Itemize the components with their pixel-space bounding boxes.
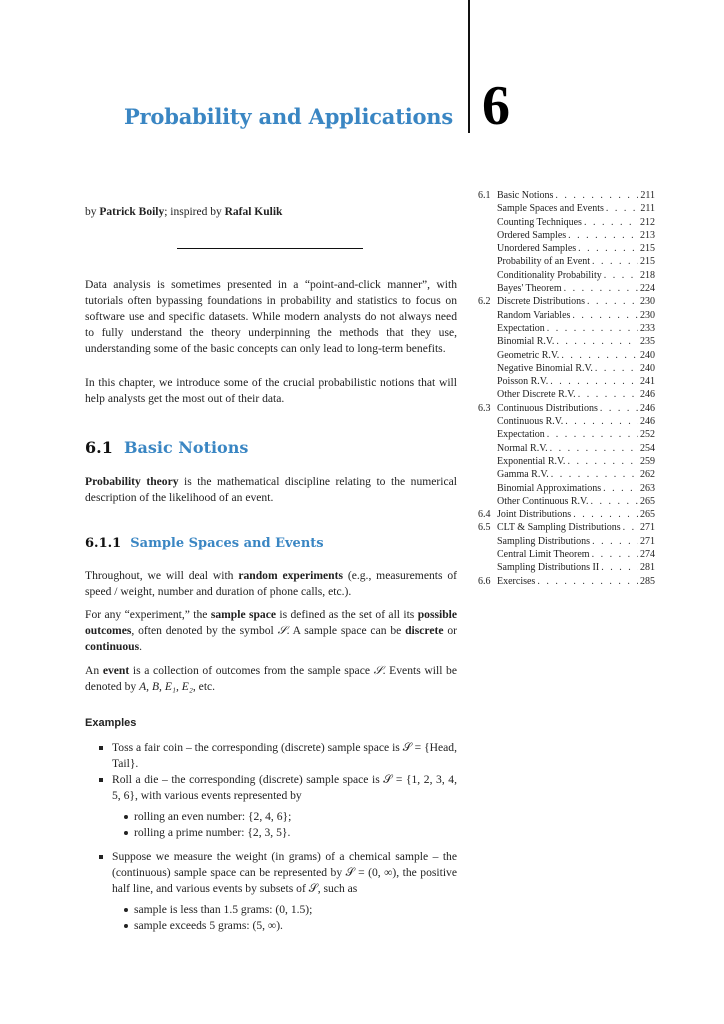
example-item-die: [85, 772, 457, 841]
toc-leader-dots: [572, 309, 638, 322]
toc-entry[interactable]: [478, 349, 655, 362]
text: , etc.: [192, 680, 216, 693]
toc-page-number: 212: [640, 216, 655, 228]
toc-page-number: 271: [640, 535, 655, 547]
toc-label: Basic Notions: [497, 190, 554, 201]
toc-leader-dots: [567, 455, 638, 468]
toc-label: Ordered Samples: [497, 229, 567, 241]
toc-page-number: 265: [640, 495, 655, 507]
byline: [85, 206, 282, 218]
toc-entry[interactable]: [478, 322, 655, 335]
example-item-coin: Toss a fair coin – the corresponding (discrete) sample space is 𝒮 = {Head, Tail}.: [85, 740, 457, 772]
subsection-title: Sample Spaces and Events: [130, 536, 324, 551]
probability-definition: [85, 474, 457, 506]
toc-section-number: 6.5: [478, 522, 491, 534]
toc-leader-dots: [601, 561, 638, 574]
toc-label: Central Limit Theorem: [497, 549, 590, 561]
toc-section-number: 6.6: [478, 575, 491, 587]
byline-middle: ; inspired by: [164, 206, 225, 218]
toc-leader-dots: [555, 189, 638, 202]
sample-space-symbol: 𝒮: [373, 664, 383, 677]
toc-entry[interactable]: [478, 548, 655, 561]
toc-page-number: 215: [640, 243, 655, 255]
text: Throughout, we will deal with: [85, 569, 239, 582]
toc-entry[interactable]: [478, 375, 655, 388]
text: is defined as the set of all its: [276, 608, 418, 621]
toc-section-number: 6.4: [478, 509, 491, 521]
event-exceeds-5: sample exceeds 5 grams: (5, ∞).: [112, 918, 457, 934]
toc-entry[interactable]: [478, 508, 655, 521]
toc-section-number: 6.3: [478, 402, 491, 414]
toc-label: Conditionality Probability: [497, 269, 602, 281]
toc-label: CLT & Sampling Distributions: [497, 522, 621, 534]
toc-page-number: 233: [640, 322, 655, 334]
toc-entry[interactable]: [478, 521, 655, 534]
event-paragraph: [85, 663, 457, 695]
sample-space-paragraph: [85, 607, 457, 655]
toc-entry[interactable]: [478, 295, 655, 308]
die-events-list: [112, 809, 457, 841]
toc-page-number: 259: [640, 455, 655, 467]
toc-page-number: 235: [640, 336, 655, 348]
intro-paragraph-1: Data analysis is sometimes presented in a “point-and-click manner”, with tutorials often bypassing foundations in probability and statistics to focus on software use and specific datasets. While modern analysts do not always need to fully understand the theory underpinning the methods that they use, understanding some of the basic concepts can only lead to long-term benefits.: [85, 278, 457, 355]
subsection-heading-6-1-1: [85, 536, 324, 551]
toc-label: Sampling Distributions: [497, 535, 591, 547]
toc-entry[interactable]: [478, 415, 655, 428]
text: , often denoted by the symbol: [131, 624, 278, 637]
toc-label: Poisson R.V.: [497, 376, 549, 388]
toc-label: Counting Techniques: [497, 216, 582, 228]
toc-page-number: 213: [640, 229, 655, 241]
toc-page-number: 246: [640, 389, 655, 401]
toc-entry[interactable]: [478, 202, 655, 215]
section-number: 6.1: [85, 438, 113, 457]
toc-page-number: 263: [640, 482, 655, 494]
toc-label: Expectation: [497, 322, 545, 334]
toc-page-number: 224: [640, 283, 655, 295]
toc-page-number: 271: [640, 522, 655, 534]
toc-page-number: 246: [640, 402, 655, 414]
toc-entry[interactable]: [478, 402, 655, 415]
chapter-title: Probability and Applications: [123, 104, 453, 129]
toc-page-number: 246: [640, 416, 655, 428]
example-text: Suppose we measure the weight (in grams) of a chemical sample – the (continuous) sample space can be represented by 𝒮 = (0, ∞), the positive half line, and various events by subsets of 𝒮, such as: [112, 850, 457, 895]
section-heading-6-1: [85, 438, 248, 457]
term-continuous: continuous: [85, 640, 140, 653]
toc-page-number: 218: [640, 269, 655, 281]
toc-leader-dots: [578, 242, 638, 255]
toc-leader-dots: [568, 229, 638, 242]
toc-leader-dots: [578, 388, 638, 401]
author-name: Patrick Boily: [99, 206, 165, 218]
toc-entry[interactable]: [478, 495, 655, 508]
toc-entry[interactable]: [478, 242, 655, 255]
toc-label: Other Discrete R.V.: [497, 389, 576, 401]
toc-entry[interactable]: [478, 362, 655, 375]
toc-leader-dots: [600, 402, 638, 415]
toc-entry[interactable]: [478, 455, 655, 468]
toc-page-number: 252: [640, 429, 655, 441]
toc-leader-dots: [547, 428, 638, 441]
text: .: [139, 640, 143, 653]
toc-label: Normal R.V.: [497, 442, 548, 454]
examples-label: Examples: [85, 717, 137, 729]
example-item-weight: [85, 849, 457, 934]
toc-page-number: 274: [640, 549, 655, 561]
toc-leader-dots: [592, 255, 638, 268]
toc-label: Sampling Distributions II: [497, 562, 600, 574]
toc-entry[interactable]: [478, 255, 655, 268]
event-variables: A, B, E₁, E₂: [139, 680, 193, 693]
intro-paragraph-2: In this chapter, we introduce some of the crucial probabilistic notions that will help analysts get the most out of their data.: [85, 376, 457, 405]
toc-leader-dots: [584, 216, 638, 229]
event-prime-number: rolling a prime number: {2, 3, 5}.: [112, 825, 457, 841]
examples-list: [85, 740, 457, 934]
toc-entry[interactable]: [478, 269, 655, 282]
term-event: event: [102, 664, 130, 677]
toc-leader-dots: [565, 415, 638, 428]
toc-section-number: 6.2: [478, 296, 491, 308]
toc-label: Discrete Distributions: [497, 296, 586, 308]
term-sample-space: sample space: [210, 608, 277, 621]
weight-events-list: [112, 902, 457, 934]
chapter-divider-rule: [468, 0, 470, 133]
random-experiments-paragraph: [85, 568, 457, 600]
toc-leader-dots: [547, 322, 638, 335]
toc-page-number: 281: [640, 562, 655, 574]
toc-entry[interactable]: [478, 216, 655, 229]
toc-page-number: 265: [640, 509, 655, 521]
toc-label: Sample Spaces and Events: [497, 203, 604, 215]
toc-section-number: 6.1: [478, 190, 491, 201]
toc-label: Random Variables: [497, 309, 571, 321]
text: is a collection of outcomes from the sample space: [129, 664, 374, 677]
toc-label: Other Continuous R.V.: [497, 495, 589, 507]
toc-label: Binomial R.V.: [497, 336, 555, 348]
term-probability-theory: Probability theory: [85, 475, 179, 488]
toc-entry[interactable]: [478, 189, 655, 202]
toc-leader-dots: [604, 269, 638, 282]
toc-entry[interactable]: [478, 229, 655, 242]
toc-page-number: 241: [640, 376, 655, 388]
inspired-by-name: Rafal Kulik: [224, 206, 283, 218]
toc-page-number: 285: [640, 575, 655, 587]
toc-page-number: 240: [640, 362, 655, 374]
chapter-table-of-contents: [478, 189, 655, 588]
subsection-number: 6.1.1: [85, 536, 122, 551]
toc-page-number: 211: [640, 190, 655, 201]
toc-leader-dots: [606, 202, 638, 215]
toc-label: Continuous R.V.: [497, 416, 564, 428]
toc-leader-dots: [561, 349, 638, 362]
toc-page-number: 254: [640, 442, 655, 454]
toc-label: Binomial Approximations: [497, 482, 602, 494]
term-discrete: discrete: [405, 624, 444, 637]
toc-leader-dots: [592, 548, 638, 561]
toc-leader-dots: [537, 575, 638, 588]
toc-entry[interactable]: [478, 388, 655, 401]
text: For any “experiment,” the: [85, 608, 211, 621]
toc-page-number: 211: [640, 203, 655, 215]
example-text: Roll a die – the corresponding (discrete) sample space is 𝒮 = {1, 2, 3, 4, 5, 6}, with various events represented by: [112, 773, 457, 802]
toc-label: Exponential R.V.: [497, 455, 566, 467]
text: . A sample space can be: [286, 624, 406, 637]
toc-leader-dots: [592, 535, 638, 548]
toc-label: Expectation: [497, 429, 545, 441]
toc-entry[interactable]: [478, 575, 655, 588]
byline-prefix: by: [85, 206, 100, 218]
toc-leader-dots: [550, 375, 638, 388]
toc-label: Exercises: [497, 575, 536, 587]
toc-entry[interactable]: [478, 561, 655, 574]
chapter-number: 6: [482, 75, 510, 137]
text: . Events will be denoted by: [85, 664, 458, 693]
toc-label: Bayes' Theorem: [497, 283, 562, 295]
toc-leader-dots: [551, 468, 638, 481]
toc-entry[interactable]: [478, 282, 655, 295]
toc-label: Gamma R.V.: [497, 469, 549, 481]
term-random-experiments: random experiments: [238, 569, 343, 582]
toc-leader-dots: [623, 521, 638, 534]
toc-page-number: 262: [640, 469, 655, 481]
toc-label: Continuous Distributions: [497, 402, 598, 414]
toc-entry[interactable]: [478, 309, 655, 322]
section-title: Basic Notions: [123, 438, 249, 457]
text: An: [85, 664, 103, 677]
toc-page-number: 215: [640, 256, 655, 268]
toc-leader-dots: [550, 442, 638, 455]
definition-text: is the mathematical discipline relating to the numerical description of the likelihood of an event.: [85, 475, 458, 504]
toc-leader-dots: [603, 482, 638, 495]
toc-label: Unordered Samples: [497, 243, 577, 255]
event-less-than-1-5: sample is less than 1.5 grams: (0, 1.5);: [112, 902, 457, 918]
event-even-number: rolling an even number: {2, 4, 6};: [112, 809, 457, 825]
sample-space-symbol: 𝒮: [277, 624, 287, 637]
toc-label: Negative Binomial R.V.: [497, 362, 593, 374]
toc-entry[interactable]: [478, 442, 655, 455]
toc-leader-dots: [556, 335, 638, 348]
toc-entry[interactable]: [478, 428, 655, 441]
toc-leader-dots: [591, 495, 639, 508]
toc-entry[interactable]: [478, 482, 655, 495]
toc-entry[interactable]: [478, 335, 655, 348]
toc-leader-dots: [564, 282, 638, 295]
toc-label: Joint Distributions: [497, 509, 572, 521]
byline-separator-rule: [177, 248, 363, 249]
toc-label: Probability of an Event: [497, 256, 591, 268]
text: (e.g., measurements of speed / weight, number and duration of phone calls, etc.).: [85, 569, 457, 598]
toc-page-number: 230: [640, 309, 655, 321]
toc-entry[interactable]: [478, 468, 655, 481]
toc-page-number: 230: [640, 296, 655, 308]
term-possible-outcomes: possible outcomes: [85, 608, 458, 637]
toc-entry[interactable]: [478, 535, 655, 548]
toc-leader-dots: [573, 508, 638, 521]
toc-label: Geometric R.V.: [497, 349, 560, 361]
toc-leader-dots: [587, 295, 638, 308]
toc-leader-dots: [595, 362, 638, 375]
text: or: [443, 624, 458, 637]
toc-page-number: 240: [640, 349, 655, 361]
